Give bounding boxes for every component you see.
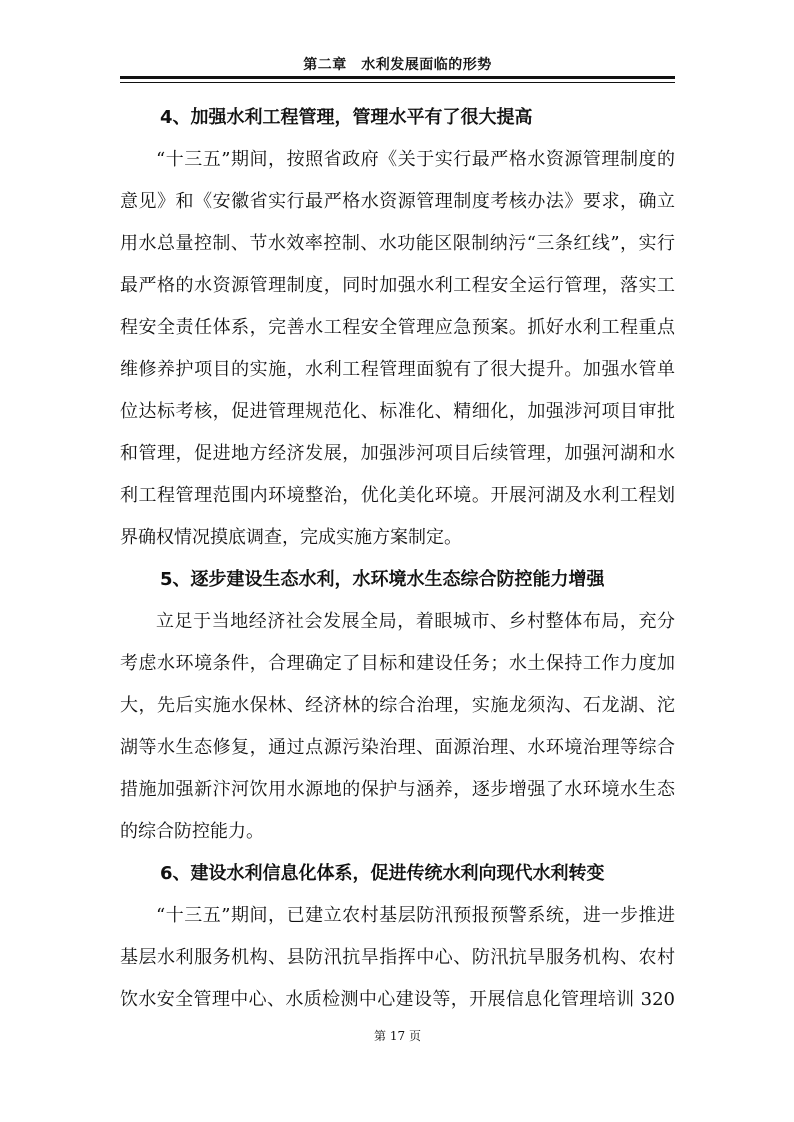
- paragraph-line: 界确权情况摸底调查，完成实施方案制定。: [120, 527, 462, 548]
- header-rule-thick: [120, 76, 675, 79]
- paragraph-line: 的综合防控能力。: [120, 821, 264, 842]
- paragraph-line: “十三五”期间，已建立农村基层防汛预报预警系统，进一步推进: [156, 905, 675, 926]
- paragraph-line: 用水总量控制、节水效率控制、水功能区限制纳污“三条红线”，实行: [120, 233, 675, 254]
- paragraph-line: 程安全责任体系，完善水工程安全管理应急预案。抓好水利工程重点: [120, 317, 675, 338]
- paragraph-line: 维修养护项目的实施，水利工程管理面貌有了很大提升。加强水管单: [120, 359, 675, 380]
- paragraph-line: 意见》和《安徽省实行最严格水资源管理制度考核办法》要求，确立: [120, 191, 675, 212]
- paragraph-line: 措施加强新汴河饮用水源地的保护与涵养，逐步增强了水环境水生态: [120, 779, 675, 800]
- document-body: [120, 97, 675, 1021]
- paragraph-line: 位达标考核，促进管理规范化、标准化、精细化，加强涉河项目审批: [120, 401, 675, 422]
- paragraph-line: 最严格的水资源管理制度，同时加强水利工程安全运行管理，落实工: [120, 275, 675, 296]
- section-5: [120, 559, 675, 853]
- paragraph-line: 饮水安全管理中心、水质检测中心建设等，开展信息化管理培训 320: [120, 989, 675, 1010]
- paragraph-line: 大，先后实施水保林、经济林的综合治理，实施龙须沟、石龙湖、沱: [120, 695, 675, 716]
- paragraph-line: 立足于当地经济社会发展全局，着眼城市、乡村整体布局，充分: [156, 611, 675, 632]
- section-heading: 4、加强水利工程管理，管理水平有了很大提高: [160, 107, 533, 128]
- section-heading: 5、逐步建设生态水利，水环境水生态综合防控能力增强: [160, 569, 605, 590]
- paragraph-line: 基层水利服务机构、县防汛抗旱指挥中心、防汛抗旱服务机构、农村: [120, 947, 675, 968]
- chapter-header: 第二章 水利发展面临的形势: [303, 57, 492, 73]
- section-6: [120, 853, 675, 1021]
- section-4: [120, 97, 675, 559]
- paragraph-line: 和管理，促进地方经济发展，加强涉河项目后续管理，加强河湖和水: [120, 443, 675, 464]
- section-heading: 6、建设水利信息化体系，促进传统水利向现代水利转变: [160, 863, 605, 884]
- paragraph-line: 考虑水环境条件，合理确定了目标和建设任务；水土保持工作力度加: [120, 653, 675, 674]
- paragraph-line: “十三五”期间，按照省政府《关于实行最严格水资源管理制度的: [156, 149, 675, 170]
- paragraph-line: 湖等水生态修复，通过点源污染治理、面源治理、水环境治理等综合: [120, 737, 675, 758]
- page-number: 第 17 页: [374, 1029, 421, 1043]
- header-rule-thin: [120, 82, 675, 83]
- paragraph-line: 利工程管理范围内环境整治，优化美化环境。开展河湖及水利工程划: [120, 485, 675, 506]
